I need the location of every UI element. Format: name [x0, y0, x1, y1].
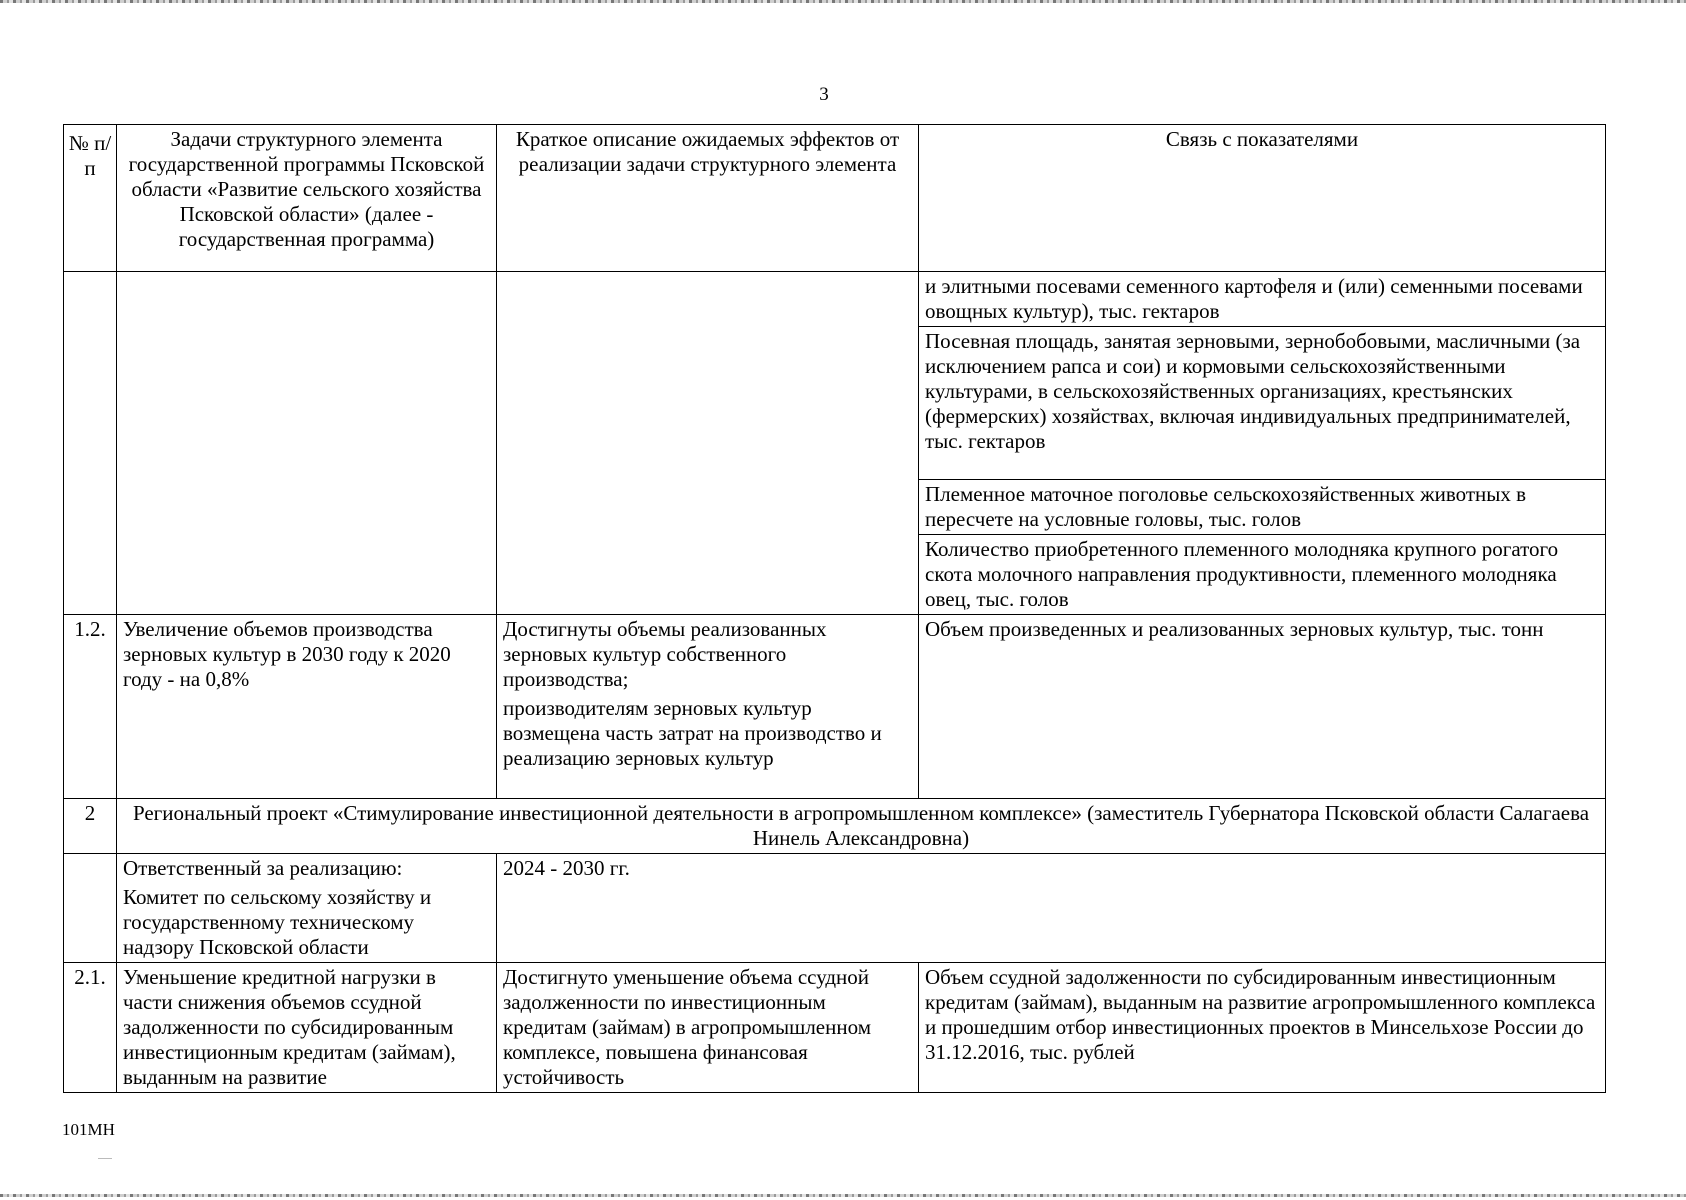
scan-mark: [98, 1158, 112, 1159]
indicator-cell: Количество приобретенного племенного молодняка крупного рогатого скота молочного направления продуктивности, племенного молодняка овец, тыс. голов: [919, 535, 1606, 615]
indicator-cell: и элитными посевами семенного картофеля и (или) семенными посевами овощных культур), тыс. гектаров: [919, 272, 1606, 327]
effects-cell: Достигнуто уменьшение объема ссудной задолженности по инвестиционным кредитам (займам) в агропромышленном комплексе, повышена финансовая устойчивость: [497, 963, 919, 1093]
effect-paragraph: производителям зерновых культур возмещена часть затрат на производство и реализацию зерновых культур: [503, 696, 882, 770]
indicator-cell: Посевная площадь, занятая зерновыми, зернобобовыми, масличными (за исключением рапса и сои) и кормовыми сельскохозяйственными культурами, в сельскохозяйственных организациях, крестьянских (фермерских) хозяйствах, включая индивидуальных предпринимателей, тыс. гектаров: [919, 327, 1606, 480]
responsible-cell: [117, 854, 497, 963]
task-row-2-1: [64, 963, 1606, 1093]
continuation-num-cell: [64, 272, 117, 615]
responsible-row: [64, 854, 1606, 963]
task-cell: Увеличение объемов производства зерновых культур в 2030 году к 2020 году - на 0,8%: [117, 615, 497, 799]
effects-cell: [497, 615, 919, 799]
header-row: [64, 125, 1606, 272]
task-cell: Уменьшение кредитной нагрузки в части снижения объемов ссудной задолженности по субсидированным инвестиционным кредитам (займам), выданным на развитие: [117, 963, 497, 1093]
responsible-org: Комитет по сельскому хозяйству и государственному техническому надзору Псковской области: [123, 885, 432, 959]
indicator-cell: Объем ссудной задолженности по субсидированным инвестиционным кредитам (займам), выданным на развитие агропромышленного комплекса и прошедшим отбор инвестиционных проектов в Минсельхозе России до 31.12.2016, тыс. рублей: [919, 963, 1606, 1093]
continuation-effects-cell: [497, 272, 919, 615]
period-cell: 2024 - 2030 гг.: [497, 854, 1606, 963]
continuation-task-cell: [117, 272, 497, 615]
responsible-num-cell: [64, 854, 117, 963]
section-number: 2: [64, 799, 117, 854]
section-title: Региональный проект «Стимулирование инвестиционной деятельности в агропромышленном комплексе» (заместитель Губернатора Псковской области Салагаева Нинель Александровна): [117, 799, 1606, 854]
footer-code: 101МН: [62, 1120, 115, 1139]
continuation-row: [64, 272, 1606, 327]
header-indicators: Связь с показателями: [919, 125, 1606, 272]
section-row-2: [64, 799, 1606, 854]
indicator-cell: Племенное маточное поголовье сельскохозяйственных животных в пересчете на условные головы, тыс. голов: [919, 480, 1606, 535]
header-num: № п/п: [64, 125, 117, 272]
effect-paragraph: Достигнуты объемы реализованных зерновых культур собственного производства;: [503, 617, 827, 691]
row-number: 1.2.: [64, 615, 117, 799]
scan-edge-bottom: [0, 1194, 1686, 1197]
row-number: 2.1.: [64, 963, 117, 1093]
header-tasks: Задачи структурного элемента государственной программы Псковской области «Развитие сельского хозяйства Псковской области» (далее - государственная программа): [117, 125, 497, 272]
task-row-1-2: [64, 615, 1606, 799]
page-number: 3: [819, 84, 829, 105]
header-effects: Краткое описание ожидаемых эффектов от реализации задачи структурного элемента: [497, 125, 919, 272]
indicator-cell: Объем произведенных и реализованных зерновых культур, тыс. тонн: [919, 615, 1606, 799]
program-table: [63, 124, 1606, 1093]
scan-edge-top: [0, 0, 1686, 3]
responsible-label: Ответственный за реализацию:: [123, 856, 403, 880]
